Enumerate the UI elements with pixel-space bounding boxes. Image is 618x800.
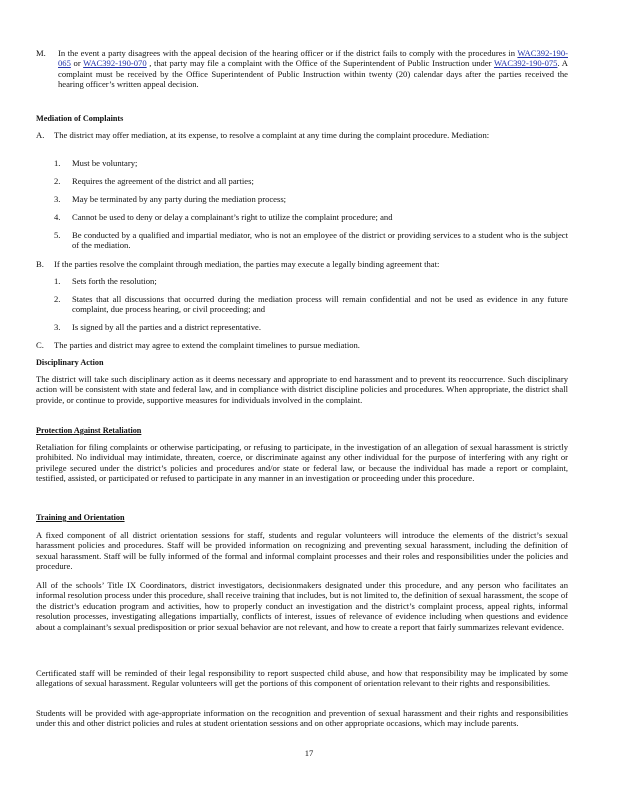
list-number: 1.	[54, 276, 61, 286]
paragraph-mediation-c: The parties and district may agree to extend the complaint timelines to pursue mediation.	[54, 340, 360, 350]
list-item: Sets forth the resolution;	[72, 276, 157, 286]
paragraph-training-2: All of the schools’ Title IX Coordinators, district investigators, decisionmakers designated under this procedure, and any person who facilitates an informal resolution process under this procedure, shall receive training that includes, but is not limited to, the definition of sexual harassment, the scope of the district’s education program and activities, how to properly conduct an investigation and the district’s complaint process, appeal rights, informal resolution processes, investigating allegations impartially, conflicts of interest, issues of relevance of evidence including when questions and evidence about a complainant’s sexual predisposition or prior sexual behavior are not relevant, and how to create a report that fairly summarizes relevant evidence.	[36, 580, 568, 632]
paragraph-training-3: Certificated staff will be reminded of their legal responsibility to report suspected child abuse, and how that responsibility may be implicated by some allegations of sexual harassment. Regular volunteers will get the portions of this component of orientation relevant to their rights and responsibilities.	[36, 668, 568, 689]
paragraph-m-text-2: or	[73, 58, 81, 69]
wac-link-065[interactable]: WAC392-190-065	[58, 48, 568, 69]
page-number: 17	[304, 748, 314, 758]
paragraph-mediation-b: If the parties resolve the complaint through mediation, the parties may execute a legally binding agreement that:	[54, 259, 440, 269]
item-marker-m: M.	[36, 48, 46, 58]
list-item: May be terminated by any party during the mediation process;	[72, 194, 287, 204]
list-number: 3.	[54, 194, 61, 204]
paragraph-training-1: A fixed component of all district orientation sessions for staff, students and regular volunteers will introduce the elements of the district’s sexual harassment policies and procedures. Staff will be provided information on recognizing and preventing sexual harassment, including the definition of sexual harassment. Staff will be fully informed of the formal and informal complaint processes and their roles and responsibilities under the policies and procedure.	[36, 530, 568, 572]
heading-protection-against-retaliation: Protection Against Retaliation	[36, 426, 142, 435]
paragraph-training-4: Students will be provided with age-appropriate information on the recognition and prevention of sexual harassment and their rights and responsibilities under this and other district policies and rules at student orientation sessions and on other appropriate occasions, which may include parents.	[36, 708, 568, 729]
heading-training-orientation: Training and Orientation	[36, 513, 125, 522]
paragraph-mediation-a: The district may offer mediation, at its expense, to resolve a complaint at any time during the complaint procedure. Mediation:	[54, 130, 490, 140]
list-number: 2.	[54, 294, 61, 304]
paragraph-m	[58, 48, 568, 90]
wac-link-075[interactable]: WAC392-190-075	[493, 58, 558, 69]
list-number: 1.	[54, 158, 61, 168]
item-marker-a: A.	[36, 130, 45, 140]
list-item: Is signed by all the parties and a district representative.	[72, 322, 261, 332]
paragraph-m-text-4: . A complaint must be received by the Office Superintendent of Public Instruction within twenty (20) calendar days after the parties received the hearing officer’s written appeal decision.	[58, 58, 568, 90]
list-number: 4.	[54, 212, 61, 222]
list-number: 3.	[54, 322, 61, 332]
paragraph-disciplinary: The district will take such disciplinary action as it deems necessary and appropriate to end harassment and to prevent its reoccurrence. Such disciplinary action will be consistent with state and federal law, and in compliance with district discipline policies and procedures. When appropriate, the district shall provide, or continue to provide, supportive measures for individuals involved in the complaint.	[36, 374, 568, 405]
list-number: 2.	[54, 176, 61, 186]
item-marker-b: B.	[36, 259, 44, 269]
heading-disciplinary-action: Disciplinary Action	[36, 358, 104, 367]
heading-mediation: Mediation of Complaints	[36, 114, 124, 123]
list-number: 5.	[54, 230, 61, 240]
list-item: States that all discussions that occurred during the mediation process will remain confidential and not be used as evidence in any future complaint, due process hearing, or civil proceeding; and	[72, 294, 568, 315]
paragraph-retaliation: Retaliation for filing complaints or otherwise participating, or refusing to participate, in the investigation of an allegation of sexual harassment is strictly prohibited. No individual may intimidate, threaten, coerce, or discriminate against any other individual for the purpose of interfering with any right or privilege secured under the district’s policies and procedures and/or state or federal law, or because the individual has made a report or complaint, testified, assisted, or participated or refused to participate in any manner in an investigation or proceeding under this procedure.	[36, 442, 568, 484]
list-item: Requires the agreement of the district and all parties;	[72, 176, 254, 186]
list-item: Must be voluntary;	[72, 158, 138, 168]
wac-link-070[interactable]: WAC392-190-070	[83, 58, 147, 69]
list-item: Cannot be used to deny or delay a complainant’s right to utilize the complaint procedure; and	[72, 212, 393, 222]
item-marker-c: C.	[36, 340, 44, 350]
list-item: Be conducted by a qualified and impartial mediator, who is not an employee of the district or providing services to a student who is the subject of the mediation.	[72, 230, 568, 251]
paragraph-m-text-3: , that party may file a complaint with the Office of the Superintendent of Public Instruction under	[149, 58, 492, 69]
paragraph-m-text-1: In the event a party disagrees with the appeal decision of the hearing officer or if the district fails to comply with the procedures in	[58, 48, 516, 58]
